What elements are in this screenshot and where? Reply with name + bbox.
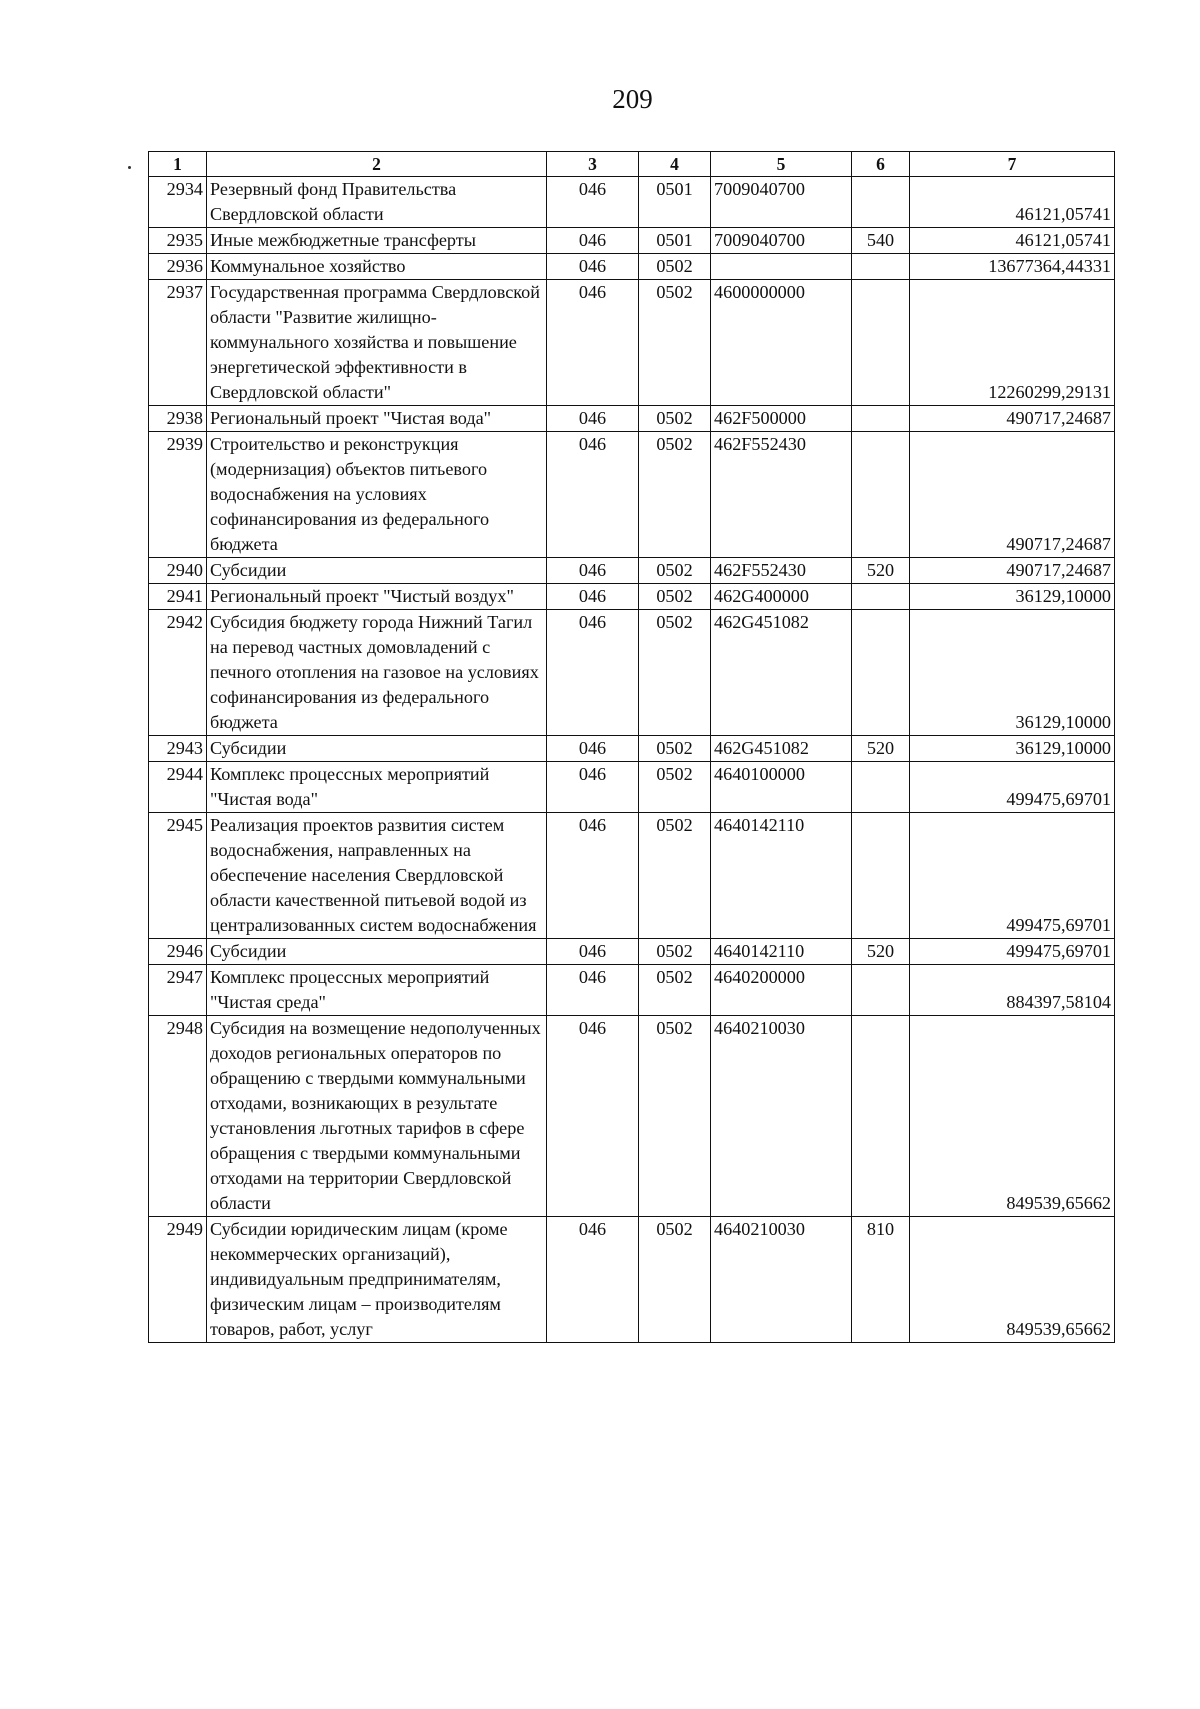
header-cell: 6 [852,152,910,177]
row-number: 2949 [149,1217,207,1343]
row-code-3: 046 [547,939,639,965]
row-name: Комплекс процессных мероприятий "Чистая вода" [207,762,547,813]
budget-table [148,151,1115,1343]
row-name: Региональный проект "Чистый воздух" [207,584,547,610]
row-number: 2937 [149,280,207,406]
row-code-6 [852,762,910,813]
row-code-5: 462G451082 [711,610,852,736]
header-cell: 3 [547,152,639,177]
row-code-6 [852,432,910,558]
row-amount: 499475,69701 [910,762,1115,813]
table-row [149,1217,1115,1343]
row-code-4: 0502 [639,610,711,736]
table-row [149,736,1115,762]
table-row [149,1016,1115,1217]
table-row [149,584,1115,610]
row-code-4: 0502 [639,939,711,965]
row-code-6 [852,965,910,1016]
row-amount: 13677364,44331 [910,254,1115,280]
row-code-4: 0501 [639,177,711,228]
row-name: Резервный фонд Правительства Свердловской области [207,177,547,228]
row-code-5: 462G451082 [711,736,852,762]
row-name: Субсидия бюджету города Нижний Тагил на перевод частных домовладений с печного отопления на газовое на условиях софинансирования из федерального бюджета [207,610,547,736]
row-number: 2934 [149,177,207,228]
table-row [149,558,1115,584]
row-code-3: 046 [547,280,639,406]
row-number: 2936 [149,254,207,280]
row-amount: 490717,24687 [910,558,1115,584]
page-number: 209 [612,84,653,114]
row-code-4: 0502 [639,813,711,939]
row-code-3: 046 [547,406,639,432]
table-row [149,177,1115,228]
row-code-6 [852,610,910,736]
row-number: 2946 [149,939,207,965]
row-code-4: 0502 [639,1016,711,1217]
table-row [149,432,1115,558]
row-code-3: 046 [547,762,639,813]
row-code-6 [852,280,910,406]
row-name: Субсидия на возмещение недополученных доходов региональных операторов по обращению с твердыми коммунальными отходами, возникающих в результате установления льготных тарифов в сфере обращения с твердыми коммунальными отходами на территории Свердловской области [207,1016,547,1217]
row-amount: 46121,05741 [910,177,1115,228]
row-code-6: 520 [852,939,910,965]
row-code-6: 810 [852,1217,910,1343]
row-code-3: 046 [547,1217,639,1343]
row-code-5: 462G400000 [711,584,852,610]
header-cell: 7 [910,152,1115,177]
header-cell: 5 [711,152,852,177]
row-code-6 [852,584,910,610]
row-code-5: 4640142110 [711,813,852,939]
header-cell: 2 [207,152,547,177]
row-name: Комплекс процессных мероприятий "Чистая среда" [207,965,547,1016]
row-code-3: 046 [547,558,639,584]
row-name: Региональный проект "Чистая вода" [207,406,547,432]
row-number: 2944 [149,762,207,813]
row-code-3: 046 [547,610,639,736]
row-code-6 [852,1016,910,1217]
row-code-5: 7009040700 [711,228,852,254]
row-code-4: 0502 [639,736,711,762]
row-code-5: 4640210030 [711,1217,852,1343]
row-number: 2941 [149,584,207,610]
row-code-5: 4640210030 [711,1016,852,1217]
row-number: 2940 [149,558,207,584]
row-code-3: 046 [547,584,639,610]
row-code-4: 0502 [639,1217,711,1343]
row-code-5: 7009040700 [711,177,852,228]
row-code-3: 046 [547,432,639,558]
row-amount: 36129,10000 [910,584,1115,610]
row-code-4: 0502 [639,965,711,1016]
row-number: 2943 [149,736,207,762]
row-amount: 884397,58104 [910,965,1115,1016]
row-code-5 [711,254,852,280]
row-code-3: 046 [547,965,639,1016]
table-row [149,228,1115,254]
row-amount: 36129,10000 [910,610,1115,736]
row-name: Строительство и реконструкция (модернизация) объектов питьевого водоснабжения на условиях софинансирования из федерального бюджета [207,432,547,558]
row-number: 2942 [149,610,207,736]
row-code-4: 0502 [639,762,711,813]
row-code-5: 4640100000 [711,762,852,813]
row-number: 2948 [149,1016,207,1217]
row-name: Коммунальное хозяйство [207,254,547,280]
row-code-6 [852,254,910,280]
row-code-4: 0501 [639,228,711,254]
header-row [149,152,1115,177]
table-row [149,406,1115,432]
row-code-5: 4640200000 [711,965,852,1016]
header-cell: 4 [639,152,711,177]
row-code-6: 540 [852,228,910,254]
row-code-4: 0502 [639,406,711,432]
row-code-3: 046 [547,736,639,762]
row-code-6 [852,813,910,939]
row-code-4: 0502 [639,558,711,584]
row-number: 2939 [149,432,207,558]
table-row [149,610,1115,736]
row-number: 2947 [149,965,207,1016]
row-amount: 490717,24687 [910,432,1115,558]
row-code-3: 046 [547,228,639,254]
row-name: Субсидии [207,939,547,965]
row-name: Субсидии [207,736,547,762]
row-code-4: 0502 [639,280,711,406]
row-code-3: 046 [547,813,639,939]
table-row [149,813,1115,939]
row-amount: 499475,69701 [910,813,1115,939]
row-name: Иные межбюджетные трансферты [207,228,547,254]
row-amount: 499475,69701 [910,939,1115,965]
row-amount: 12260299,29131 [910,280,1115,406]
row-code-3: 046 [547,254,639,280]
row-code-5: 462F552430 [711,558,852,584]
row-code-3: 046 [547,1016,639,1217]
row-amount: 46121,05741 [910,228,1115,254]
row-code-5: 462F552430 [711,432,852,558]
row-number: 2938 [149,406,207,432]
row-amount: 36129,10000 [910,736,1115,762]
row-code-5: 462F500000 [711,406,852,432]
row-amount: 849539,65662 [910,1016,1115,1217]
row-code-6: 520 [852,558,910,584]
row-code-6 [852,177,910,228]
row-code-4: 0502 [639,584,711,610]
row-code-4: 0502 [639,432,711,558]
scan-speck [128,166,131,169]
row-name: Субсидии [207,558,547,584]
row-name: Субсидии юридическим лицам (кроме некоммерческих организаций), индивидуальным предпринимателям, физическим лицам – производителям товаров, работ, услуг [207,1217,547,1343]
row-amount: 849539,65662 [910,1217,1115,1343]
row-code-4: 0502 [639,254,711,280]
row-code-5: 4600000000 [711,280,852,406]
table-row [149,280,1115,406]
table-row [149,965,1115,1016]
table-row [149,254,1115,280]
row-name: Государственная программа Свердловской области "Развитие жилищно-коммунального хозяйства и повышение энергетической эффективности в Свердловской области" [207,280,547,406]
row-name: Реализация проектов развития систем водоснабжения, направленных на обеспечение населения Свердловской области качественной питьевой водой из централизованных систем водоснабжения [207,813,547,939]
table-row [149,939,1115,965]
header-cell: 1 [149,152,207,177]
row-number: 2945 [149,813,207,939]
row-amount: 490717,24687 [910,406,1115,432]
row-code-6: 520 [852,736,910,762]
row-code-5: 4640142110 [711,939,852,965]
row-number: 2935 [149,228,207,254]
row-code-3: 046 [547,177,639,228]
row-code-6 [852,406,910,432]
table-row [149,762,1115,813]
